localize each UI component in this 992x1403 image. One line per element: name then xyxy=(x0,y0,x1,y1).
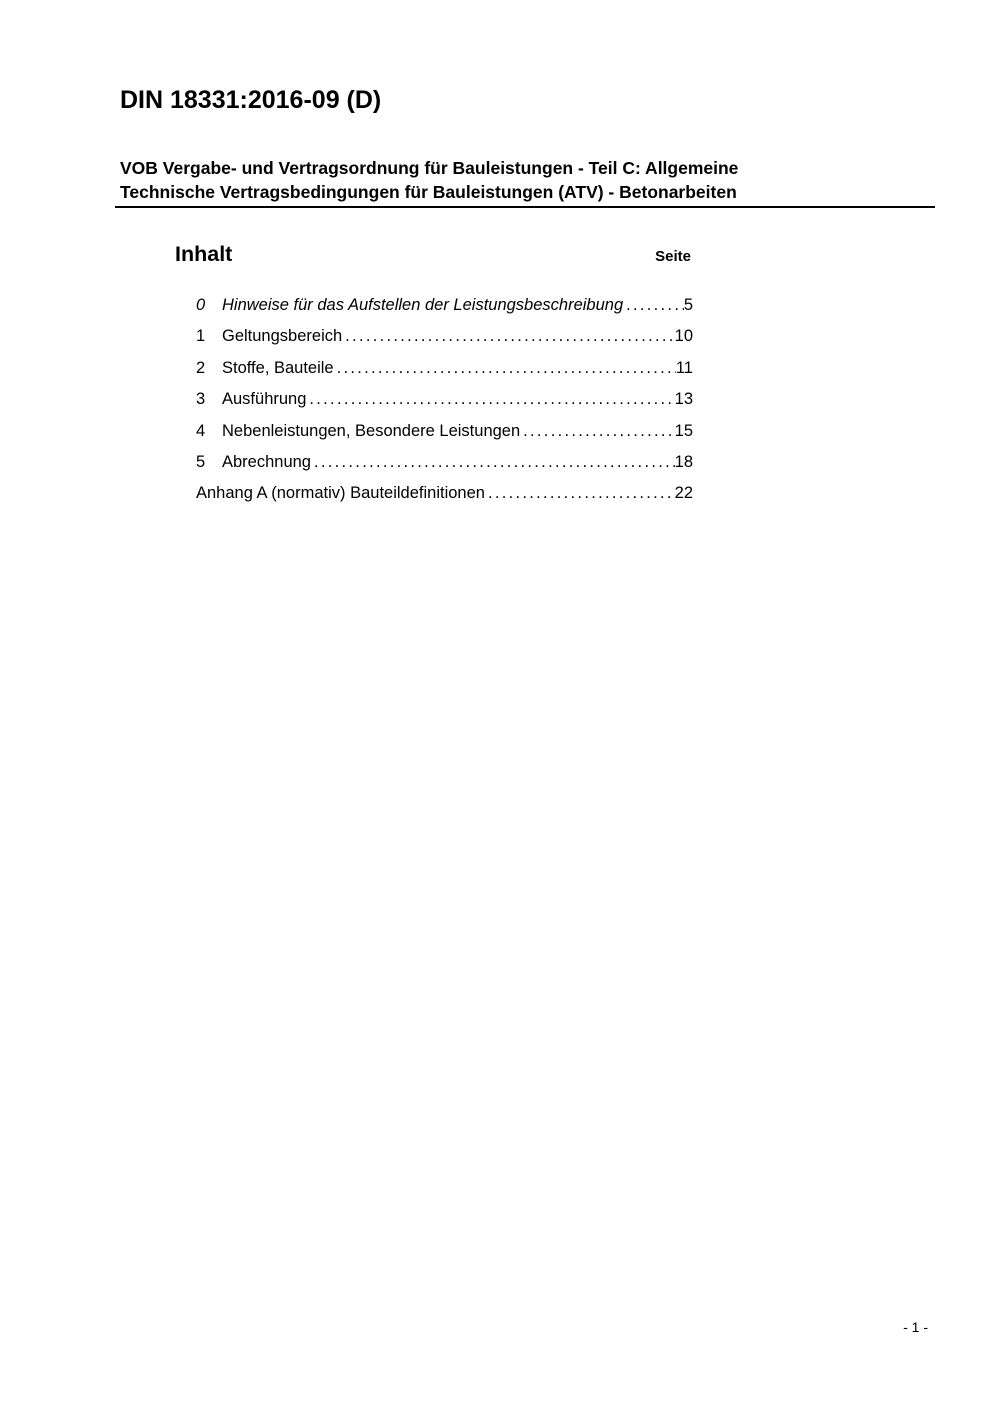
toc-dot-leader xyxy=(488,478,675,509)
document-title: DIN 18331:2016-09 (D) xyxy=(120,86,382,114)
toc-item-page: 22 xyxy=(674,484,693,503)
toc-item-page: 15 xyxy=(674,421,693,440)
toc-item xyxy=(196,290,693,321)
toc-item-page: 18 xyxy=(674,452,693,471)
toc-item-page: 11 xyxy=(675,358,693,377)
toc-header xyxy=(175,242,691,267)
toc-item-label: Anhang A (normativ) Bauteildefinitionen xyxy=(196,484,485,503)
toc-item-label: Ausführung xyxy=(222,390,307,409)
toc-page-column-label: Seite xyxy=(655,248,691,265)
header-rule xyxy=(115,206,935,208)
table-of-contents xyxy=(196,290,693,510)
toc-item-label: Geltungsbereich xyxy=(222,327,343,346)
toc-item-number: 3 xyxy=(196,390,206,409)
toc-item xyxy=(196,384,693,415)
toc-heading: Inhalt xyxy=(175,242,233,266)
toc-item-page: 5 xyxy=(683,296,693,314)
toc-item-number: 2 xyxy=(196,358,206,377)
toc-dot-leader xyxy=(523,416,674,447)
toc-item-page: 10 xyxy=(674,327,693,346)
toc-item-label: Abrechnung xyxy=(222,452,311,471)
toc-item-page: 13 xyxy=(674,390,693,409)
document-subtitle xyxy=(120,156,950,204)
footer-page-number: - 1 - xyxy=(903,1319,928,1335)
document-subtitle-line2: Technische Vertragsbedingungen für Bauleistungen (ATV) - Betonarbeiten xyxy=(120,182,737,202)
toc-dot-leader xyxy=(337,353,676,384)
toc-item xyxy=(196,416,693,447)
toc-item-label: Stoffe, Bauteile xyxy=(222,358,334,377)
toc-dot-leader xyxy=(626,290,684,321)
document-subtitle-line1: VOB Vergabe- und Vertragsordnung für Bauleistungen - Teil C: Allgemeine xyxy=(120,158,739,178)
toc-item xyxy=(196,321,693,352)
toc-item-label: Hinweise für das Aufstellen der Leistungsbeschreibung xyxy=(222,296,624,314)
toc-item xyxy=(196,478,693,509)
toc-item xyxy=(196,447,693,478)
toc-item-number: 5 xyxy=(196,452,206,471)
toc-item xyxy=(196,353,693,384)
toc-item-number: 1 xyxy=(196,327,206,346)
toc-item-number: 0 xyxy=(196,296,206,314)
toc-dot-leader xyxy=(345,321,674,352)
toc-dot-leader xyxy=(309,384,674,415)
toc-item-number: 4 xyxy=(196,421,206,440)
toc-dot-leader xyxy=(314,447,675,478)
toc-item-label: Nebenleistungen, Besondere Leistungen xyxy=(222,421,521,440)
